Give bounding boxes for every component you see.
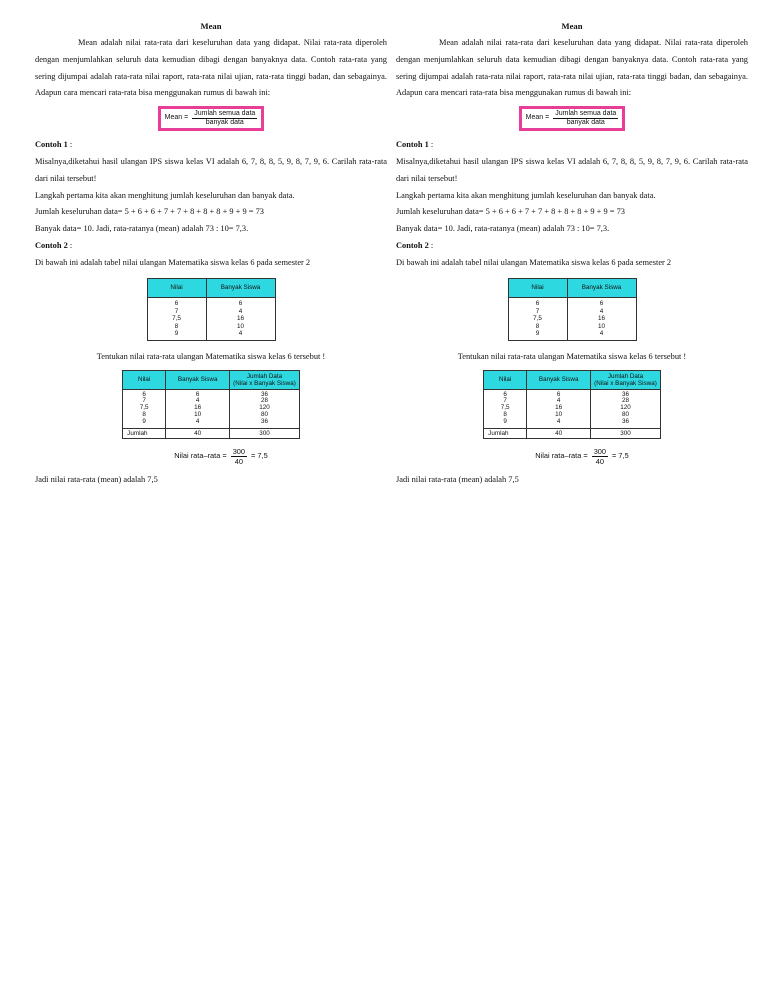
contoh1-line: Misalnya,diketahui hasil ulangan IPS siswa kelas VI adalah 6, 7, 8, 8, 5, 9, 8, 7, 9, 6. Carilah rata-rata dari nilai tersebut! — [396, 156, 748, 183]
table-cell: 36 28 120 80 36 — [230, 389, 300, 428]
left-column — [35, 18, 387, 488]
jumlah-table — [122, 370, 300, 439]
page-title: Mean — [200, 21, 222, 31]
formula-numerator: Jumlah semua data — [194, 110, 256, 118]
contoh1-line: Langkah pertama kita akan menghitung jumlah keseluruhan dan banyak data. — [35, 190, 295, 200]
formula-denominator: banyak data — [566, 119, 605, 127]
result-formula — [55, 447, 387, 466]
conclusion: Jadi nilai rata-rata (mean) adalah 7,5 — [35, 474, 158, 484]
result-numerator: 300 — [593, 446, 607, 456]
table-cell: 6 4 16 10 4 — [567, 298, 636, 341]
contoh2-question: Tentukan nilai rata-rata ulangan Matematika siswa kelas 6 tersebut ! — [96, 351, 326, 361]
formula-lhs: Mean = — [164, 114, 189, 122]
result-rhs: = 7,5 — [612, 450, 629, 460]
contoh1-colon: : — [428, 140, 434, 150]
table-cell: 6 4 16 10 4 — [166, 389, 230, 428]
table-header: Nilai — [123, 370, 166, 389]
intro-paragraph: Mean adalah nilai rata-rata dari keseluruhan data yang didapat. Nilai rata-rata diperoleh dengan menjumlahkan seluruh data kemudian dibagi dengan banyaknya data. Contoh rata-rata yang sering dijumpai adalah rata-rata nilai raport, rata-rata nilai ujian, rata-rata tinggi badan, dan sebagainya. Adapun cara mencari rata-rata bisa menggunakan rumus di bawah ini: — [35, 38, 387, 98]
table-cell: 6 4 16 10 4 — [206, 298, 275, 341]
result-denominator: 40 — [595, 456, 604, 466]
jumlah-table — [483, 370, 661, 439]
result-formula — [416, 447, 748, 466]
contoh2-colon: : — [428, 240, 434, 250]
contoh1-heading: Contoh 1 — [396, 140, 429, 150]
table-cell: 6 7 7,5 8 9 — [147, 298, 206, 341]
table-cell: 6 7 7,5 8 9 — [123, 389, 166, 428]
contoh1-colon: : — [67, 140, 73, 150]
contoh1-line: Banyak data= 10. Jadi, rata-ratanya (mean) adalah 73 : 10= 7,3. — [396, 224, 610, 234]
result-rhs: = 7,5 — [251, 450, 268, 460]
result-numerator: 300 — [232, 446, 246, 456]
mean-formula — [158, 106, 265, 131]
contoh1-heading: Contoh 1 — [35, 140, 68, 150]
table-header: Nilai — [484, 370, 527, 389]
page-title: Mean — [561, 21, 583, 31]
right-column — [396, 18, 748, 488]
contoh2-intro: Di bawah ini adalah tabel nilai ulangan Matematika siswa kelas 6 pada semester 2 — [35, 257, 311, 267]
contoh2-heading: Contoh 2 — [35, 240, 68, 250]
table-cell: Jumlah — [484, 428, 527, 438]
nilai-table — [508, 278, 637, 341]
contoh2-intro: Di bawah ini adalah tabel nilai ulangan Matematika siswa kelas 6 pada semester 2 — [396, 257, 672, 267]
contoh2-question: Tentukan nilai rata-rata ulangan Matematika siswa kelas 6 tersebut ! — [457, 351, 687, 361]
table-cell: Jumlah — [123, 428, 166, 438]
contoh1-line: Jumlah keseluruhan data= 5 + 6 + 6 + 7 + 7 + 8 + 8 + 8 + 9 + 9 = 73 — [396, 207, 625, 217]
formula-lhs: Mean = — [525, 114, 550, 122]
contoh2-heading: Contoh 2 — [396, 240, 429, 250]
table-cell: 6 4 16 10 4 — [527, 389, 591, 428]
result-denominator: 40 — [234, 456, 243, 466]
result-lhs: Nilai rata–rata = — [535, 450, 588, 460]
table-cell: 40 — [527, 428, 591, 438]
table-header: Banyak Siswa — [527, 370, 591, 389]
table-header: Jumlah Data (Nilai x Banyak Siswa) — [591, 370, 661, 389]
formula-denominator: banyak data — [205, 119, 244, 127]
table-header: Jumlah Data (Nilai x Banyak Siswa) — [230, 370, 300, 389]
table-header: Nilai — [147, 278, 206, 298]
table-header: Banyak Siswa — [206, 278, 275, 298]
conclusion: Jadi nilai rata-rata (mean) adalah 7,5 — [396, 474, 519, 484]
table-cell: 36 28 120 80 36 — [591, 389, 661, 428]
contoh1-line: Jumlah keseluruhan data= 5 + 6 + 6 + 7 + 7 + 8 + 8 + 8 + 9 + 9 = 73 — [35, 207, 264, 217]
table-cell: 40 — [166, 428, 230, 438]
table-cell: 6 7 7,5 8 9 — [484, 389, 527, 428]
intro-paragraph: Mean adalah nilai rata-rata dari keseluruhan data yang didapat. Nilai rata-rata diperoleh dengan menjumlahkan seluruh data kemudian dibagi dengan banyaknya data. Contoh rata-rata yang sering dijumpai adalah rata-rata nilai raport, rata-rata nilai ujian, rata-rata tinggi badan, dan sebagainya. Adapun cara mencari rata-rata bisa menggunakan rumus di bawah ini: — [396, 38, 748, 98]
contoh1-line: Langkah pertama kita akan menghitung jumlah keseluruhan dan banyak data. — [396, 190, 656, 200]
contoh1-line: Misalnya,diketahui hasil ulangan IPS siswa kelas VI adalah 6, 7, 8, 8, 5, 9, 8, 7, 9, 6. Carilah rata-rata dari nilai tersebut! — [35, 156, 387, 183]
table-cell: 300 — [591, 428, 661, 438]
table-header: Nilai — [508, 278, 567, 298]
table-header: Banyak Siswa — [166, 370, 230, 389]
mean-formula — [519, 106, 626, 131]
table-cell: 300 — [230, 428, 300, 438]
nilai-table — [147, 278, 276, 341]
table-header: Banyak Siswa — [567, 278, 636, 298]
contoh1-line: Banyak data= 10. Jadi, rata-ratanya (mean) adalah 73 : 10= 7,3. — [35, 224, 249, 234]
contoh2-colon: : — [67, 240, 73, 250]
table-cell: 6 7 7,5 8 9 — [508, 298, 567, 341]
result-lhs: Nilai rata–rata = — [174, 450, 227, 460]
formula-numerator: Jumlah semua data — [555, 110, 617, 118]
